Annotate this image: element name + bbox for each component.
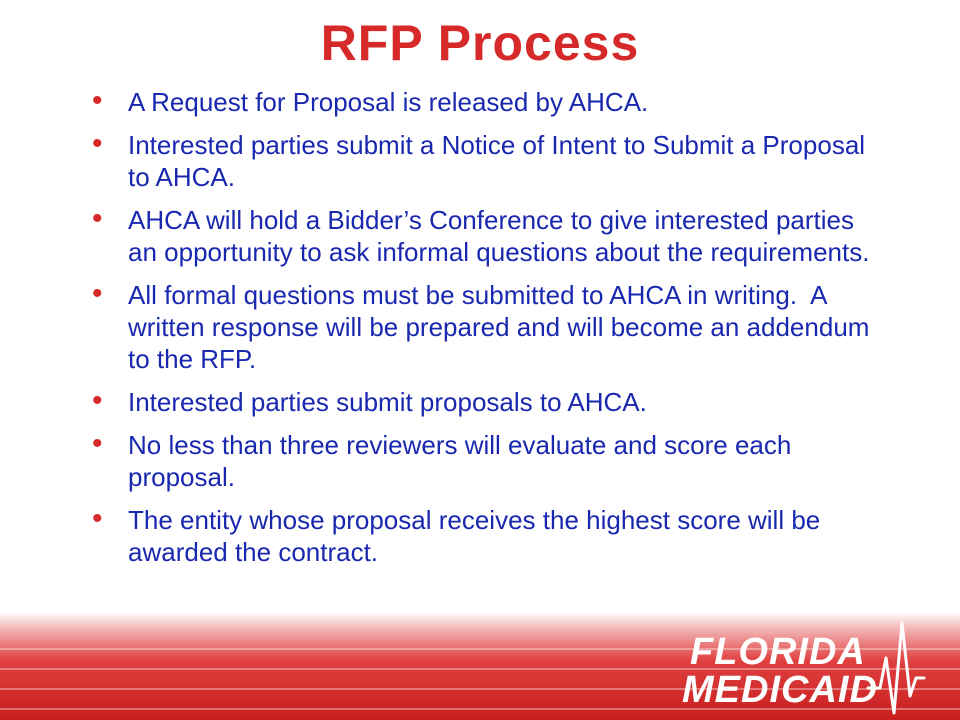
bullet-item (88, 204, 888, 268)
logo-line-florida: FLORIDA (690, 631, 866, 673)
bullet-text: Interested parties submit a Notice of Intent to Submit a Proposal to AHCA. (128, 130, 866, 192)
bullet-item (88, 86, 888, 118)
bullet-icon: • (92, 427, 103, 460)
bullet-item (88, 386, 888, 418)
heartbeat-icon (866, 618, 926, 718)
logo-line-medicaid: MEDICAID (682, 669, 878, 711)
bullet-icon: • (92, 384, 103, 417)
bullet-icon: • (92, 202, 103, 235)
bullet-text: A Request for Proposal is released by AHCA. (128, 87, 649, 117)
bullet-list (88, 86, 888, 579)
bullet-icon: • (92, 277, 103, 310)
bullet-item (88, 504, 888, 568)
bullet-item (88, 429, 888, 493)
bullet-icon: • (92, 502, 103, 535)
bullet-text: The entity whose proposal receives the highest score will be awarded the contract. (128, 505, 821, 567)
bullet-icon: • (92, 127, 103, 160)
bullet-text: Interested parties submit proposals to AHCA. (128, 387, 647, 417)
bullet-text: No less than three reviewers will evaluate and score each proposal. (128, 430, 792, 492)
footer-banner (0, 612, 960, 720)
bullet-icon: • (92, 84, 103, 117)
bullet-item (88, 279, 888, 375)
florida-medicaid-logo (682, 630, 922, 718)
bullet-text: All formal questions must be submitted to AHCA in writing. A written response will be prepared and will become an addendum to the RFP. (128, 280, 877, 374)
slide-title: RFP Process (320, 15, 640, 71)
bullet-item (88, 129, 888, 193)
bullet-text: AHCA will hold a Bidder’s Conference to give interested parties an opportunity to ask informal questions about the requirements. (128, 205, 870, 267)
